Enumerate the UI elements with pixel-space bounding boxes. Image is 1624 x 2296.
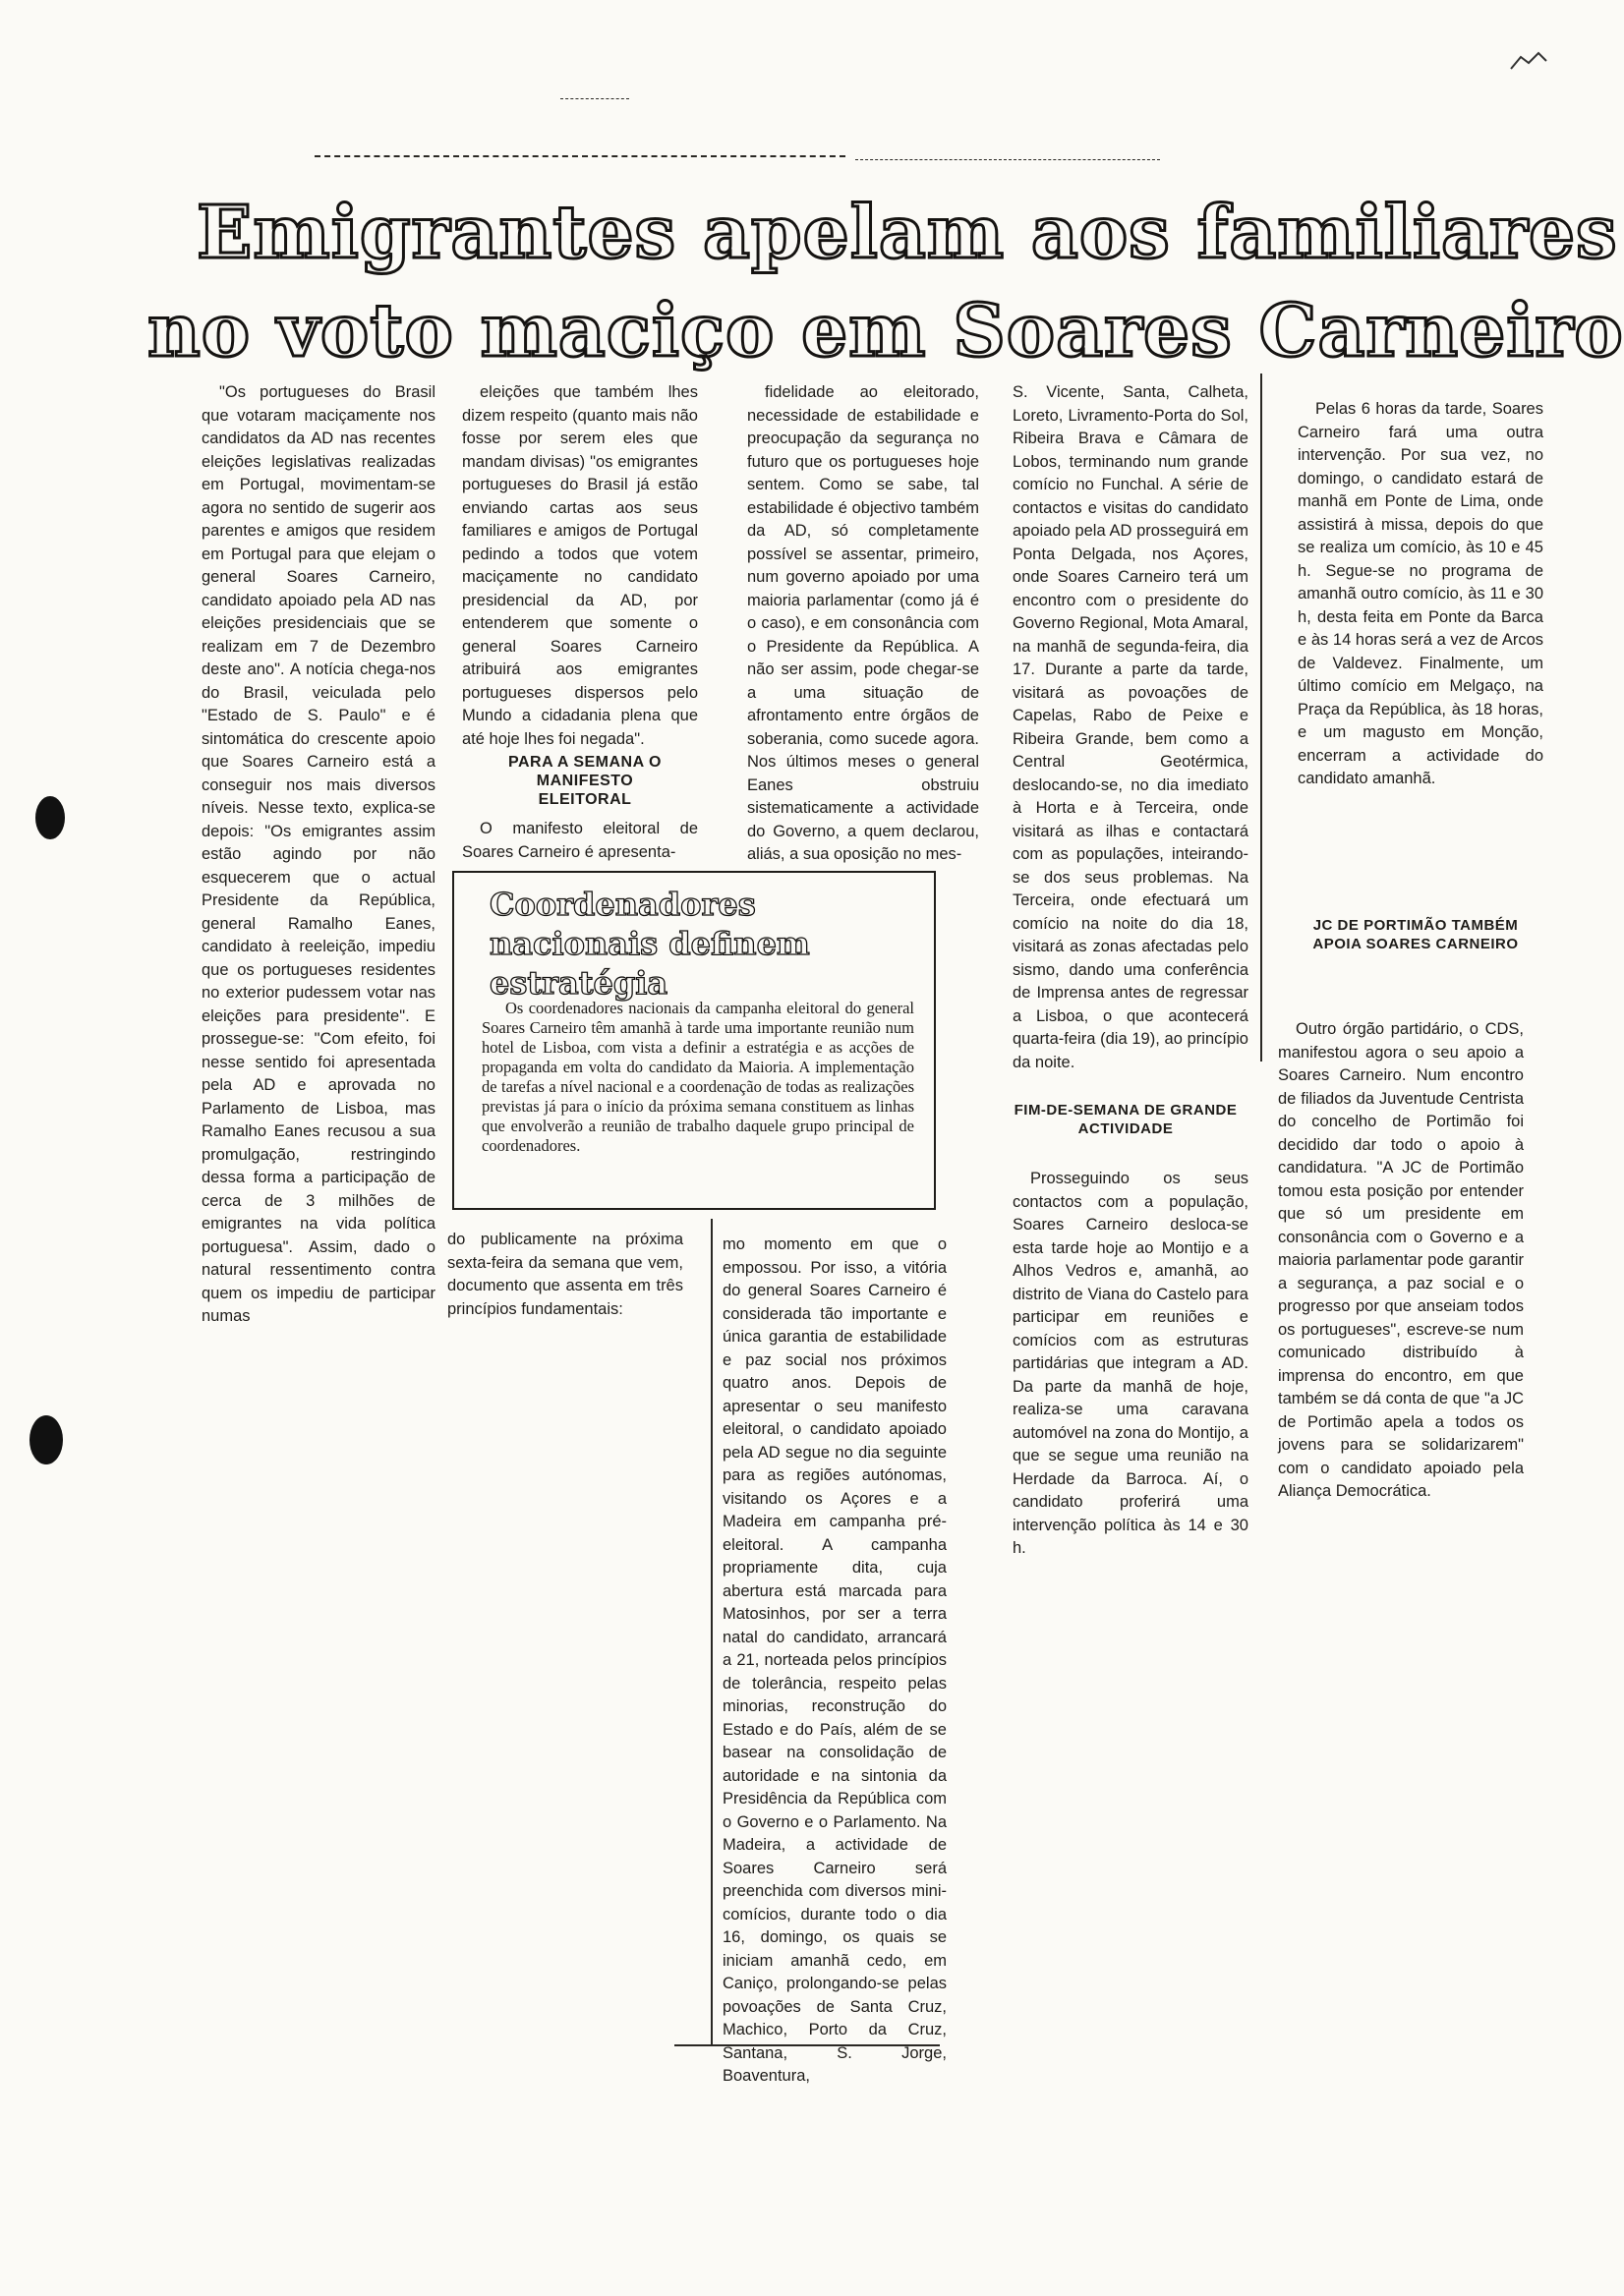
sidebar-box-text: Os coordenadores nacionais da campanha eleitoral do general Soares Carneiro têm amanhã à tarde uma importante reunião num hotel de Lisboa, com vista a definir a estratégia e as acções de propaganda em volta do candidato da Maioria. A implementação de tarefas a nível nacional e a coordenação de todas as realizações previstas já para o início da próxima semana constituem as linhas que envolverão a reunião de trabalho daquele grupo principal de coordenadores.: [482, 999, 914, 1155]
column-2-top: [462, 381, 698, 748]
column-3-bottom-text: mo momento em que o empossou. Por isso, a vitória do general Soares Carneiro é considerada tão importante e única garantia de estabilidade e paz social nos próximos quatro anos. Depois de apresentar o seu manifesto eleitoral, o candidato apoiado pela AD segue no dia seguinte para as regiões autónomas, visitando os Açores e a Madeira em campanha pré-eleitoral. A campanha propriamente dita, cuja abertura está marcada para Matosinhos, por ser a terra natal do candidato, arrancará a 21, norteada pelos princípios de tolerância, respeito pelas minorias, reconstrução do Estado e do País, além de se basear na consolidação de autoridade e na sintonia da Presidência da República com o Governo e o Parlamento. Na Madeira, a actividade de Soares Carneiro será preenchida com diversos mini-comícios, durante todo o dia 16, domingo, os quais se iniciam amanhã cedo, em Caniço, prolongando-se pelas povoações de Santa Cruz, Machico, Porto da Cruz, Santana, S. Jorge, Boaventura,: [723, 1235, 947, 2085]
column-1-text: "Os portugueses do Brasil que votaram maciçamente nos candidatos da AD nas recentes eleições legislativas realizadas em Portugal, movimentam-se agora no sentido de sugerir aos parentes e amigos que residem em Portugal para que elejam o general Soares Carneiro, candidato apoiado pela AD nas eleições presidenciais que se realizam em 7 de Dezembro deste ano". A notícia chega-nos do Brasil, veiculada pelo "Estado de S. Paulo" e é sintomática do crescente apoio que Soares Carneiro está a conseguir nos mais diversos níveis. Nesse texto, explica-se depois: "Os emigrantes assim estão agindo por não esquecerem que o actual Presidente da República, general Ramalho Eanes, candidato à reeleição, impediu que os portugueses residentes no exterior pudessem votar nas eleições para presidente". E prossegue-se: "Com efeito, foi nesse sentido foi apresentada pela AD e aprovada no Parlamento de Lisboa, mas Ramalho Eanes recusou a sua promulgação, restringindo dessa forma a participação de cerca de 3 milhões de emigrantes na vida política portuguesa". Assim, dado o natural ressentimento contra quem os impediu de participar numas: [202, 383, 435, 1325]
top-dashed-rule: [315, 155, 845, 157]
column-4-bottom: [1013, 1168, 1248, 1557]
column-4-divider: [1260, 373, 1262, 1062]
column-4-top-text: S. Vicente, Santa, Calheta, Loreto, Livramento-Porta do Sol, Ribeira Brava e Câmara de Lobos, terminando num grande comício no Funchal. A série de contactos e visitas do candidato apoiado pela AD prosseguirá em Ponta Delgada, nos Açores, onde Soares Carneiro terá um encontro com o presidente do Governo Regional, Mota Amaral, na manhã de segunda-feira, dia 17. Durante a parte da tarde, visitará as povoações de Capelas, Rabo de Peixe e Ribeira Grande, bem como a Central Geotérmica, deslocando-se, no dia imediato à Horta e à Terceira, onde visitará as ilhas e contactará com as populações, inteirando-se dos seus problemas. Na Terceira, onde efectuará um comício na noite do dia 18, visitará as zonas afectadas pelo sismo, dando uma conferência de Imprensa antes de regressar a Lisboa, o que acontecerá quarta-feira (dia 19), ao princípio da noite.: [1013, 383, 1248, 1071]
top-dashed-rule-3: [560, 98, 629, 99]
column-3-top-text: fidelidade ao eleitorado, necessidade de estabilidade e preocupação da segurança no futuro que os portugueses hoje sentem. Como se sabe, tal estabilidade é objectivo também da AD, só completamente possível se assentar, primeiro, num governo apoiado por uma maioria parlamentar (como já é o caso), e em consonância com o Presidente da República. A não ser assim, pode chegar-se a uma situação de afrontamento entre órgãos de soberania, como sucede agora. Nos últimos meses o general Eanes obstruiu sistematicamente a actividade do Governo, a quem declarou, aliás, a sua oposição no mes-: [747, 383, 979, 863]
column-2-bottom-text: do publicamente na próxima sexta-feira da semana que vem, documento que assenta em três princípios fundamentais:: [447, 1231, 683, 1318]
top-dashed-rule-2: [855, 159, 1160, 160]
column-5-top: [1298, 398, 1543, 850]
column-2-manifesto-text: O manifesto eleitoral de Soares Carneiro é apresenta-: [462, 820, 698, 861]
column-3-top: [747, 381, 979, 868]
column-1: [202, 381, 435, 1325]
headline-line-1: Emigrantes apelam aos familiares: [197, 191, 1618, 275]
subhead-jc-portimao: JC DE PORTIMÃO TAMBÉM APOIA SOARES CARNEIRO: [1312, 917, 1519, 952]
column-5-top-text: Pelas 6 horas da tarde, Soares Carneiro fará uma outra intervenção. Por sua vez, no domingo, o candidato estará de manhã em Ponte de Lima, onde assistirá à missa, depois do que se realiza um comício, às 10 e 45 h. Segue-se no programa de amanhã outro comício, às 11 e 30 h, desta feita em Ponte da Barca e às 14 horas será a vez de Arcos de Valdevez. Finalmente, um último comício em Melgaço, na Praça da República, às 18 horas, e um magusto em Monção, encerram a actividade do candidato amanhã.: [1298, 400, 1543, 787]
subhead-fim-de-semana: FIM-DE-SEMANA DE GRANDE ACTIVIDADE: [1014, 1102, 1238, 1137]
punch-hole-lower: [29, 1415, 63, 1464]
subhead-manifesto: PARA A SEMANA O MANIFESTO ELEITORAL: [508, 754, 662, 808]
column-5-bottom-text: Outro órgão partidário, o CDS, manifestou agora o seu apoio a Soares Carneiro. Num encontro de filiados da Juventude Centrista do concelho de Portimão foi decidido dar todo o apoio à candidatura. "A JC de Portimão tomou esta posição por entender que só um presidente em consonância com o Governo e a maioria parlamentar pode garantir a segurança, a paz social e o progresso por que anseiam todos os portugueses", escreve-se num comunicado distribuído à imprensa do encontro, em que também se dá conta de que "a JC de Portimão apela a todos os jovens para se solidarizarem" com o candidato apoiado pela Aliança Democrática.: [1278, 1020, 1524, 1500]
column-4-top: [1013, 381, 1248, 1071]
sidebar-box-title: Coordenadores nacionais definem estratégia: [490, 886, 810, 1002]
column-5-bottom: [1278, 1018, 1524, 1533]
column-4-bottom-text: Prosseguindo os seus contactos com a população, Soares Carneiro desloca-se esta tarde hoje ao Montijo e a Alhos Vedros e, amanhã, ao distrito de Viana do Castelo para participar em reuniões e comícios com as estruturas partidárias que integram a AD. Da parte da manhã de hoje, realiza-se uma caravana automóvel na zona do Montijo, a que se segue uma reunião na Herdade da Barroca. Aí, o candidato proferirá uma intervenção política às 14 e 30 h.: [1013, 1170, 1248, 1557]
corner-scribble-icon: [1509, 49, 1548, 79]
column-2-top-text: eleições que também lhes dizem respeito (quanto mais não fosse por serem eles que mandam divisas) "os emigrantes portugueses do Brasil já estão enviando cartas aos seus familiares e amigos de Portugal pedindo a todos que votem maciçamente no candidato presidencial da AD, por entenderem que somente o general Soares Carneiro atribuirá aos emigrantes portugueses dispersos pelo Mundo a cidadania plena que até hoje lhes foi negada".: [462, 383, 698, 748]
column-3-bottom: [723, 1234, 947, 2085]
headline-line-2: no voto maciço em Soares Carneiro: [147, 289, 1624, 373]
column-2-bottom: [447, 1229, 683, 1318]
punch-hole-upper: [35, 796, 65, 839]
sidebar-box-body: [482, 999, 914, 1156]
column-divider: [711, 1219, 713, 2044]
column-2-manifesto: [462, 818, 698, 865]
